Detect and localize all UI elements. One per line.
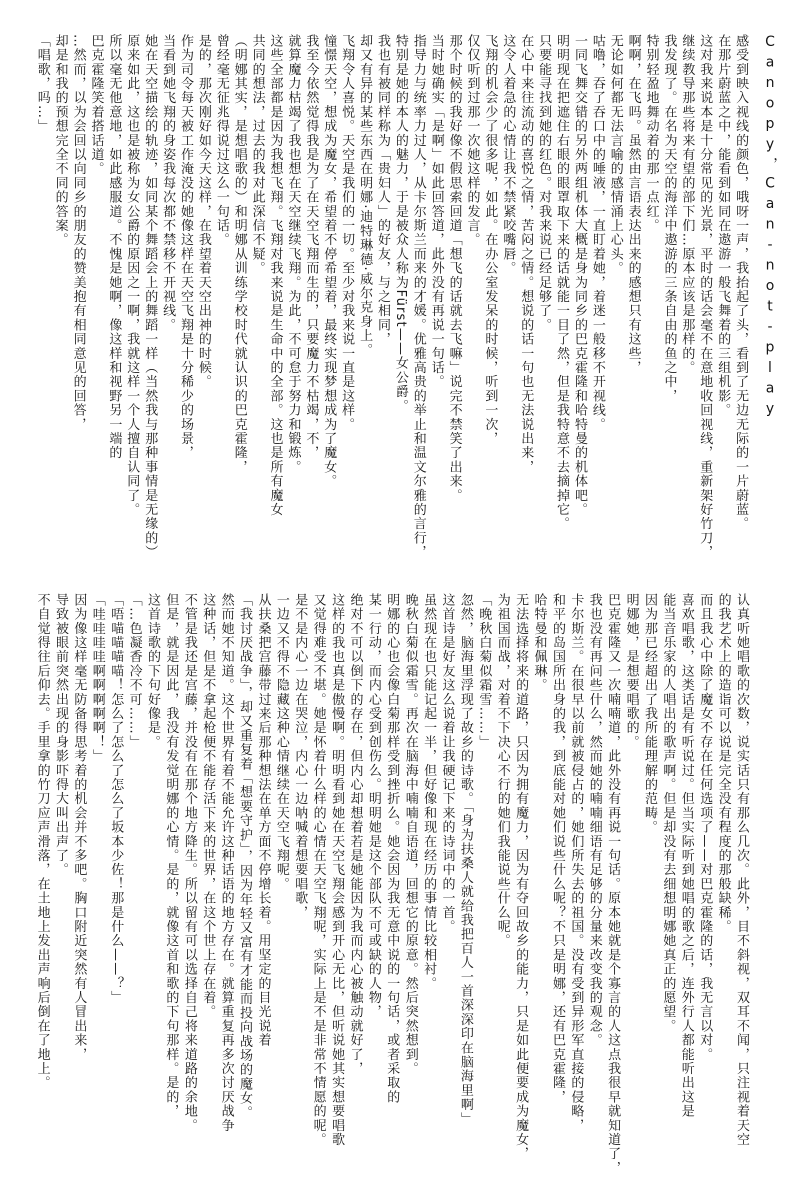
text-line: 的我艺术上的造诣可以说是完全没有程度的那般缺稀。 [715, 593, 731, 934]
text-line: 「…色凝香冷不可……」 [126, 593, 142, 750]
text-line: 在心中来往流动的喜悦之情，苦闷之情。想说的话一句也无法说出来， [518, 34, 534, 475]
text-line: 原来如此，这也是被称为女公爵的原因之一啊，我就这样一个人擅自认同了。 [124, 34, 140, 517]
text-line: 又觉得难受不堪。她是怀着什么样的心情在天空飞翔呢，实际上是不是非常不情愿的呢。 [310, 593, 326, 1147]
text-line: 就算魔力枯竭了我也想在天空继续飞翔。为此，不可怠于努力和锻炼。 [285, 34, 301, 475]
text-line: 巴克霍隆笑着搭话道。 [88, 34, 104, 176]
text-line: 这些全部都是因为我想飞翔。飞翔对我来说是生命中的全部。这也是所有魔女 [267, 34, 283, 517]
text-line: 却又有异的某些东西在明娜·迪特琳德·威尔克身上。 [357, 34, 373, 358]
text-line: 却是和我的预想完全不同的答案。 [52, 34, 68, 247]
text-line: 只要能寻找到她的红色。对我来说已经足够了。 [536, 34, 552, 333]
text-line: 这对我来说本是十分常见的光景，平时的话会毫不在意地收回视线，重新架好竹刀， [697, 34, 713, 560]
text-line: 哈特曼和佩琳。 [531, 593, 547, 693]
text-line: 从扶桑把宫藤带过来后那种想法在单方面不停增长着。用坚定的目光说着 [255, 593, 271, 1048]
text-line: 喜欢唱歌，这类话是有听说过。但当实际听到她唱的歌之后，连外行人都能听出这是 [678, 593, 694, 1119]
text-line: 一边又不得不隐藏这种心情继续在天空飞翔呢。 [273, 593, 289, 892]
text-line: 明娜她，是想要唱歌的。 [623, 593, 639, 750]
text-line: 一同飞舞交错的另外两组机体大概是身为同乡的巴克霍隆和哈特曼的机体吧。 [571, 34, 587, 517]
text-line: 为祖国而战，对着不下决心不行的她们我能说些什么呢。 [494, 593, 510, 948]
text-line: 特别轻盈地舞动着的那一点红。 [643, 34, 659, 233]
text-line: 在那片蔚蓝之中，能看到如同在遨游一般飞舞着的三组机影。 [715, 34, 731, 418]
text-line: 「晚秋白菊似霜雪……」 [476, 593, 492, 750]
text-line: 当时她确实「是啊」如此回答道，此外没有再说一句话。 [428, 34, 444, 389]
text-line: 能当音乐家的人唱出的歌声啊。但是却没有去细想明娜她真正的愿望。 [660, 593, 676, 1034]
text-line: 是不是内心一边在哭泣，内心一边呐喊着想要唱歌， [292, 593, 308, 920]
text-line: 这样的我也真是傲慢啊。明明看到她在天空飞翔会感到开心无比，但听说她其实想要唱歌 [329, 593, 345, 1147]
text-line: 忽然，脑海里浮现了故乡的诗歌。「身为扶桑人就给我把百人一首深深印在脑海里啊」 [457, 593, 473, 1127]
text-line: 我发现了。在名为天空的海洋中遨游的三条自由的鱼之中， [661, 34, 677, 404]
text-line: 曾经毫无征兆得说过这么一句话。 [213, 34, 229, 247]
text-line: 这令人着急的心情让我不禁紧咬嘴唇。 [500, 34, 516, 276]
text-line: 这首诗歌的下句好像是。 [145, 593, 160, 750]
text-line: 飞翔令人喜悦。天空是我们的一切。至少对我来说一直是这样。 [339, 34, 355, 432]
text-line: 导致被眼前突然出现的身影吓得大叫出声了。 [52, 593, 68, 877]
text-line: 卡尔斯兰。在很早以前就被侵占的，她们所失去的祖国。没有受到异形军直接的侵略， [568, 593, 584, 1133]
text-line: 作为司令每天被工作淹没的她像这样在天空飞翔是十分稀少的场景， [178, 34, 193, 460]
text-line: 继续教导那些将来有望的部下们…原本应该是那样的。 [679, 34, 695, 375]
text-line: 共同的想法，过去的我对此深信不疑。 [249, 34, 265, 276]
text-line: 我也没有再问些什么，然而她的喃喃细语有足够的分量来改变我的观念。 [586, 593, 602, 1048]
text-line: 咕噜，吞了吞口中的唾液，一直盯着她，着迷一般移不开视线。 [589, 34, 605, 432]
text-line: 然而她不知道。这个世界有着不能允许这种话语的地方存在。就算重复再多次讨厌战争 [218, 593, 234, 1133]
text-line: 但是，就是因此，我没有发觉明娜的心情。是的，就像这首和歌的下句那样。是的， [163, 593, 179, 1119]
text-line: 仅仅听到过那一次她这样的发言。 [464, 34, 480, 247]
text-line: 那个时候的我好像不假思索回道「想飞的话就去飞嘛」说完不禁笑了出来。 [446, 34, 462, 503]
text-line: 啊啊，在飞吗。虽然由言语表达出来的感想只有这些， [625, 34, 641, 375]
text-line: 因为那已经超出了我所能理解的范畴。 [641, 593, 657, 835]
text-line: 和平的岛国所出身的我，到底能对她们说些什么呢？不只是明娜，还有巴克霍隆， [549, 593, 565, 1105]
text-line: 飞翔的机会少了很多呢，如此。在办公室发呆的时候，听到一次， [482, 34, 498, 446]
text-line: 明明现在把遮住右眼的眼罩取下来的话就能一目了然，但是我特意不去摘掉它。 [554, 34, 570, 531]
text-line: 不自觉得往后仰去。手里拿的竹刀应声滑落，在土地上发出声响后倒在了地上。 [34, 593, 50, 1090]
text-line: 感受到映入视线的颜色，哦呀一声，我抬起了头，看到了无边无际的一片蔚蓝。 [733, 34, 749, 531]
text-line: 指导力与统率力过人，从卡尔斯兰而来的才媛。优雅高贵的举止和温文尔雅的言行， [410, 34, 426, 560]
text-line: …然而，以为会回以向同乡的朋友的赞美抱有相同意见的回答， [70, 34, 86, 432]
text-line: 这首诗是好友这么说着让我硬记下来的诗词中的一首。 [439, 593, 455, 934]
text-line: 虽然现在也只能记起一半，但好像和现在经历的事情比较相衬。 [421, 593, 437, 991]
text-line: 巴克霍隆又一次喃喃道，此外没有再说一句话。原本她就是个寡言的人这点我很早就知道了， [605, 593, 621, 1176]
chapter-title: Canopy，Can-not-play [762, 34, 778, 422]
text-line: 认真听她唱歌的次数，说实话只有那么几次。此外，目不斜视，双耳不闻，只注视着天空 [734, 593, 749, 1147]
text-line: 当看到她飞翔的身姿我每次都不禁移不开视线。 [160, 34, 176, 333]
text-line: 无法选择将来的道路，只因为拥有魔力，因为有夺回故乡的能力，只是如此便要成为魔女， [513, 593, 529, 1161]
text-line: 我也有被同样称为「贵妇人」的好友，与之相同， [374, 34, 390, 347]
text-line: 她在天空描绘的轨迹，如同某个舞蹈会上的舞蹈一样（当然我与那种事情是无缘的） [142, 34, 158, 560]
text-line: 因为像这样毫无防备得思考着的机会并不多吧。胸口附近突然有人冒出来， [71, 593, 87, 1062]
text-line: （明娜其实，是想唱歌的）和明娜从训练学校时代就认识的巴克霍隆， [231, 34, 247, 475]
text-line: 这种话，但是不拿起枪便不能存活下来的世界，在这个世上存在着。 [200, 593, 216, 1019]
text-line: 而且我心中除了魔女不存在任何选项了——对巴克霍隆的话，我无言以对。 [697, 593, 713, 1062]
text-line: 「唔喵喵喵喵！怎么了怎么了怎么了坂本少佐！那是什么——？」 [108, 593, 124, 1005]
text-line: 憧憬天空，想成为魔女，希望着不停希望着，最终实现梦想成为了魔女。 [321, 34, 337, 489]
text-line: 是的，那次刚好如今天这样，在我望着天空出神的时候。 [195, 34, 211, 389]
text-line: 某一行动，而内心受到创伤么。明明她是这个部队不可或缺的人物， [365, 593, 381, 1019]
text-line: 「哇哇哇哇啊啊啊啊啊！」 [89, 593, 105, 764]
text-line: 「唱歌，吗…」 [34, 34, 50, 134]
vertical-text-section-top [33, 34, 778, 574]
text-line: 我至今依然觉得我是为了在天空飞翔而生的，只要魔力不枯竭，不， [303, 34, 319, 460]
text-line: 明娜的心也会像白菊那样受到挫折么。她会因为我无意中说的一句话，或者采取的 [384, 593, 400, 1105]
text-line: 所以毫无他意地，如此感服道。不愧是她啊，像这样和视野另一端的 [106, 34, 122, 460]
text-line: 不管是我还是宫藤，并没有在那个地方降生。所以留有可以选择自己将来道路的余地。 [181, 593, 197, 1133]
text-line: 「我讨厌战争」，却又重复着「想要守护」，因为年轻又富有才能而投向战场的魔女。 [237, 593, 253, 1120]
vertical-text-section-bottom [32, 593, 750, 1178]
text-line: 晚秋白菊似霜雪。再次在脑海中喃喃自语道，回想它的原意。然后突然想到。 [402, 593, 418, 1076]
text-line: 绝对不可以倒下的存在，但内心却想着若是她能因为我而内心被触动就好了， [347, 593, 363, 1076]
text-line: 无论如何都无法言喻的感情涌上心头。 [607, 34, 623, 276]
text-line: 特别是她的本人的魅力，于是被众人称为Fürst——女公爵。 [392, 34, 408, 414]
